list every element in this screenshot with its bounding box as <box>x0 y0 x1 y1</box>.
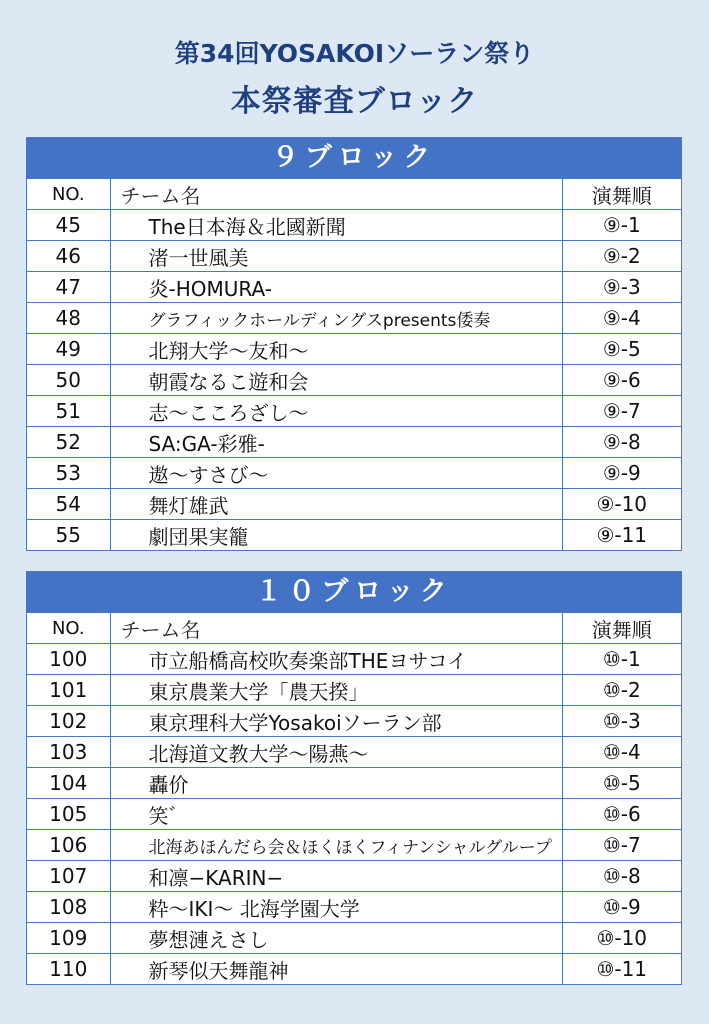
table-row <box>27 489 681 520</box>
table-row <box>27 210 681 241</box>
block-10-table <box>26 571 682 985</box>
page-title: 第34回YOSAKOIソーラン祭り <box>174 39 535 68</box>
team-number-cell: 106 <box>27 830 110 861</box>
column-header-order: 演舞順 <box>562 613 681 644</box>
block-10-header: １０ブロック <box>27 572 681 613</box>
table-row <box>27 334 681 365</box>
performance-order-cell: ⑨-6 <box>562 365 681 396</box>
table-row <box>27 396 681 427</box>
performance-order-cell: ⑩-11 <box>562 954 681 985</box>
table-row <box>27 272 681 303</box>
block-10-grid <box>27 613 681 984</box>
performance-order-cell: ⑩-5 <box>562 768 681 799</box>
table-row <box>27 427 681 458</box>
table-row <box>27 644 681 675</box>
team-name-cell: 東京農業大学「農天揆」 <box>110 675 562 706</box>
team-name-cell: 渚一世風美 <box>110 241 562 272</box>
performance-order-cell: ⑨-4 <box>562 303 681 334</box>
column-header-team: チーム名 <box>110 179 562 210</box>
column-header-no: NO. <box>27 613 110 644</box>
team-number-cell: 53 <box>27 458 110 489</box>
team-number-cell: 50 <box>27 365 110 396</box>
team-name-cell: 北翔大学～友和～ <box>110 334 562 365</box>
table-header-row <box>27 613 681 644</box>
team-name-cell: 志～こころざし～ <box>110 396 562 427</box>
column-header-order: 演舞順 <box>562 179 681 210</box>
team-number-cell: 108 <box>27 892 110 923</box>
performance-order-cell: ⑩-1 <box>562 644 681 675</box>
table-row <box>27 706 681 737</box>
team-name-cell: 北海道文教大学～陽燕～ <box>110 737 562 768</box>
table-row <box>27 861 681 892</box>
performance-order-cell: ⑨-9 <box>562 458 681 489</box>
column-header-team: チーム名 <box>110 613 562 644</box>
team-number-cell: 46 <box>27 241 110 272</box>
team-name-cell: 夢想漣えさし <box>110 923 562 954</box>
team-name-cell: 笑゛ <box>110 799 562 830</box>
table-row <box>27 675 681 706</box>
performance-order-cell: ⑨-3 <box>562 272 681 303</box>
team-name-cell: 新琴似天舞龍神 <box>110 954 562 985</box>
team-name-cell: グラフィックホールディングスpresents倭奏 <box>110 303 562 334</box>
performance-order-cell: ⑩-2 <box>562 675 681 706</box>
performance-order-cell: ⑨-8 <box>562 427 681 458</box>
performance-order-cell: ⑩-6 <box>562 799 681 830</box>
team-number-cell: 100 <box>27 644 110 675</box>
table-row <box>27 737 681 768</box>
performance-order-cell: ⑨-10 <box>562 489 681 520</box>
team-name-cell: 遨～すさび～ <box>110 458 562 489</box>
team-name-cell: 市立船橋高校吹奏楽部THEヨサコイ <box>110 644 562 675</box>
team-name-cell: 粋～IKI～ 北海学園大学 <box>110 892 562 923</box>
table-row <box>27 954 681 985</box>
table-row <box>27 241 681 272</box>
performance-order-cell: ⑨-11 <box>562 520 681 551</box>
performance-order-cell: ⑨-5 <box>562 334 681 365</box>
block-9-grid <box>27 179 681 550</box>
performance-order-cell: ⑩-9 <box>562 892 681 923</box>
team-name-cell: 轟价 <box>110 768 562 799</box>
team-number-cell: 105 <box>27 799 110 830</box>
team-number-cell: 104 <box>27 768 110 799</box>
team-name-cell: 舞灯雄武 <box>110 489 562 520</box>
column-header-no: NO. <box>27 179 110 210</box>
table-row <box>27 458 681 489</box>
block-9-header: ９ブロック <box>27 138 681 179</box>
team-name-cell: The日本海＆北國新聞 <box>110 210 562 241</box>
team-number-cell: 55 <box>27 520 110 551</box>
table-row <box>27 520 681 551</box>
performance-order-cell: ⑩-7 <box>562 830 681 861</box>
team-number-cell: 101 <box>27 675 110 706</box>
team-name-cell: 北海あほんだら会＆ほくほくフィナンシャルグループ <box>110 830 562 861</box>
team-name-cell: 東京理科大学Yosakoiソーラン部 <box>110 706 562 737</box>
team-number-cell: 48 <box>27 303 110 334</box>
team-number-cell: 52 <box>27 427 110 458</box>
team-name-cell: 劇団果実籠 <box>110 520 562 551</box>
block-10-body <box>27 613 681 984</box>
team-number-cell: 47 <box>27 272 110 303</box>
team-number-cell: 54 <box>27 489 110 520</box>
team-name-cell: 和凛−KARIN− <box>110 861 562 892</box>
table-row <box>27 365 681 396</box>
block-9-body <box>27 179 681 550</box>
team-number-cell: 103 <box>27 737 110 768</box>
team-name-cell: 朝霞なるこ遊和会 <box>110 365 562 396</box>
performance-order-cell: ⑩-4 <box>562 737 681 768</box>
team-name-cell: 炎-HOMURA- <box>110 272 562 303</box>
team-number-cell: 102 <box>27 706 110 737</box>
table-header-row <box>27 179 681 210</box>
table-row <box>27 799 681 830</box>
performance-order-cell: ⑩-3 <box>562 706 681 737</box>
table-row <box>27 830 681 861</box>
team-number-cell: 51 <box>27 396 110 427</box>
table-row <box>27 768 681 799</box>
performance-order-cell: ⑨-7 <box>562 396 681 427</box>
block-9-table <box>26 137 682 551</box>
team-number-cell: 45 <box>27 210 110 241</box>
team-number-cell: 107 <box>27 861 110 892</box>
performance-order-cell: ⑩-8 <box>562 861 681 892</box>
performance-order-cell: ⑩-10 <box>562 923 681 954</box>
team-name-cell: SA:GA-彩雅- <box>110 427 562 458</box>
team-number-cell: 109 <box>27 923 110 954</box>
team-number-cell: 110 <box>27 954 110 985</box>
table-row <box>27 892 681 923</box>
performance-order-cell: ⑨-1 <box>562 210 681 241</box>
table-row <box>27 923 681 954</box>
page-subtitle: 本祭審査ブロック <box>230 84 479 119</box>
table-row <box>27 303 681 334</box>
team-number-cell: 49 <box>27 334 110 365</box>
performance-order-cell: ⑨-2 <box>562 241 681 272</box>
